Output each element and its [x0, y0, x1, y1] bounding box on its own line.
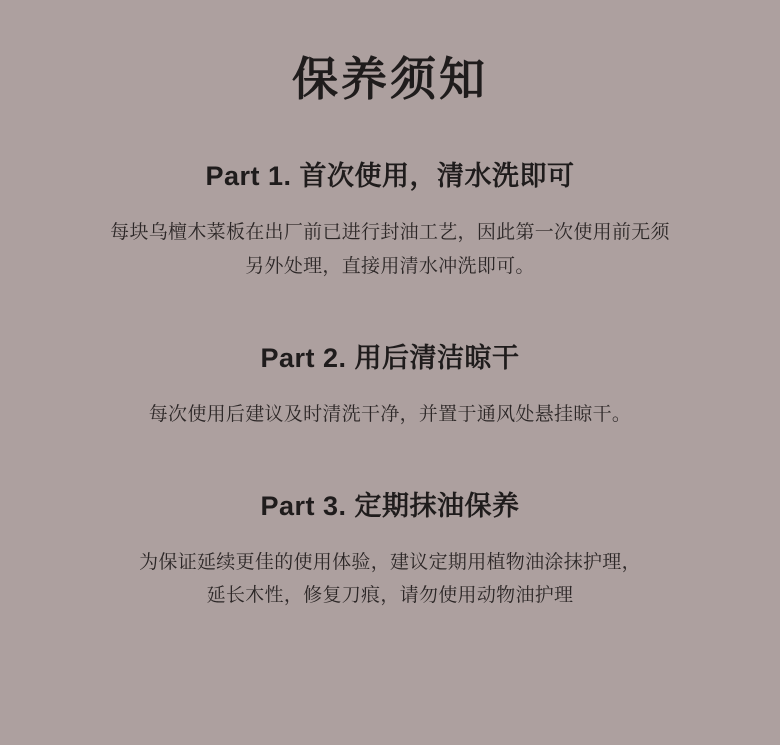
- section-body: [139, 546, 641, 613]
- section-body: [110, 216, 670, 283]
- section-body: [149, 398, 632, 431]
- section-heading: Part 3. 定期抹油保养: [260, 491, 520, 522]
- section-part-2: [34, 341, 746, 431]
- section-body-line: 延长木性，修复刀痕，请勿使用动物油护理: [206, 585, 574, 607]
- section-part-3: [34, 489, 746, 613]
- section-heading: Part 1. 首次使用，清水洗即可: [205, 161, 575, 192]
- section-heading: Part 2. 用后清洁晾干: [260, 342, 520, 373]
- section-body-line: 每块乌檀木菜板在出厂前已进行封油工艺，因此第一次使用前无须: [110, 222, 670, 244]
- section-body-line: 每次使用后建议及时清洗干净，并置于通风处悬挂晾干。: [148, 403, 632, 425]
- section-body-line: 另外处理，直接用清水冲洗即可。: [245, 255, 535, 277]
- section-body-line: 为保证延续更佳的使用体验，建议定期用植物油涂抹护理，: [139, 552, 641, 574]
- section-part-1: [34, 159, 746, 283]
- page-title: 保养须知: [292, 53, 488, 105]
